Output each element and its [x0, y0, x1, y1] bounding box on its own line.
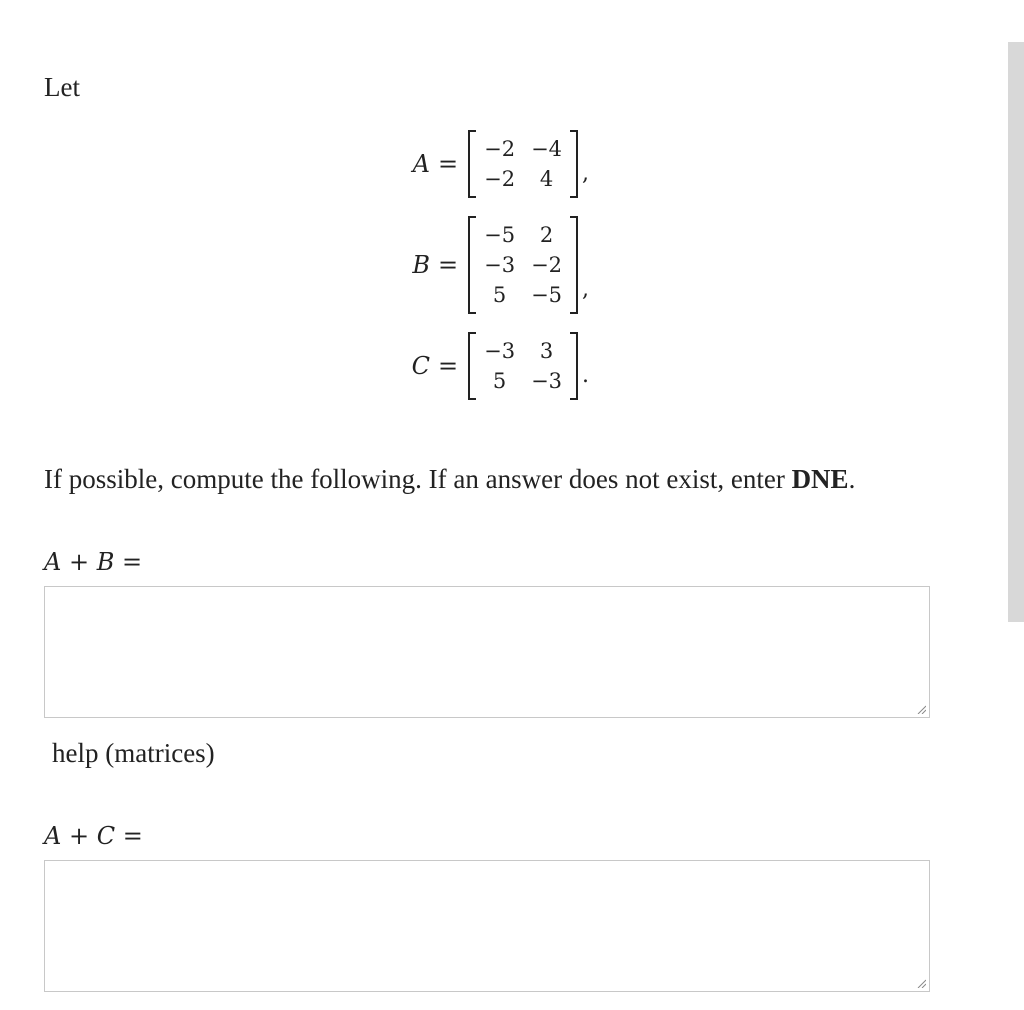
equals-sign: = [122, 548, 143, 576]
answer-input-a-plus-c[interactable] [44, 860, 930, 992]
punctuation: , [582, 161, 590, 186]
matrix-cell: −3 [484, 253, 516, 277]
matrix-c-row [396, 332, 656, 400]
intro-text: Let [44, 72, 80, 102]
operator: + [68, 822, 90, 850]
matrix-cell: 3 [539, 339, 554, 363]
matrix-cell: −4 [531, 137, 563, 161]
answer-input-a-plus-b[interactable] [44, 586, 930, 718]
instructions-end: . [848, 464, 856, 494]
equals-sign: = [438, 251, 459, 279]
matrix-cell: 4 [539, 167, 554, 191]
equals-sign: = [438, 150, 459, 178]
matrix-a [468, 130, 578, 198]
operator: + [68, 548, 90, 576]
matrix-cell: 5 [492, 283, 507, 307]
matrix-definitions [396, 130, 656, 418]
matrix-b-row [396, 216, 656, 314]
instructions-text [44, 462, 855, 496]
punctuation: , [582, 277, 590, 302]
vertical-scrollbar[interactable] [1008, 42, 1024, 622]
question-label-a-plus-b [44, 548, 142, 576]
matrix-cell: −2 [484, 167, 516, 191]
matrix-name: C [411, 352, 430, 380]
matrix-cell: −2 [484, 137, 516, 161]
matrix-name: B [412, 251, 430, 279]
operand-right: C [96, 822, 116, 850]
matrix-cell: −3 [531, 369, 563, 393]
help-matrices-link[interactable]: help (matrices) [52, 738, 215, 768]
operand-left: A [44, 548, 62, 576]
matrix-cell: 2 [539, 223, 554, 247]
matrix-c [468, 332, 578, 400]
punctuation: . [582, 363, 590, 388]
operand-right: B [96, 548, 115, 576]
matrix-a-row [396, 130, 656, 198]
matrix-cell: 5 [492, 369, 507, 393]
equals-sign: = [438, 352, 459, 380]
equals-sign: = [122, 822, 143, 850]
dne-keyword: DNE [791, 464, 849, 494]
question-label-a-plus-c [44, 822, 143, 850]
resize-grip-icon[interactable] [916, 704, 926, 714]
matrix-cell: −3 [484, 339, 516, 363]
matrix-cell: −5 [531, 283, 563, 307]
matrix-cell: −5 [484, 223, 516, 247]
matrix-cell: −2 [531, 253, 563, 277]
resize-grip-icon[interactable] [916, 978, 926, 988]
operand-left: A [44, 822, 62, 850]
matrix-name: A [412, 150, 430, 178]
matrix-b [468, 216, 578, 314]
instructions-body: If possible, compute the following. If an answer does not exist, enter [44, 464, 792, 494]
